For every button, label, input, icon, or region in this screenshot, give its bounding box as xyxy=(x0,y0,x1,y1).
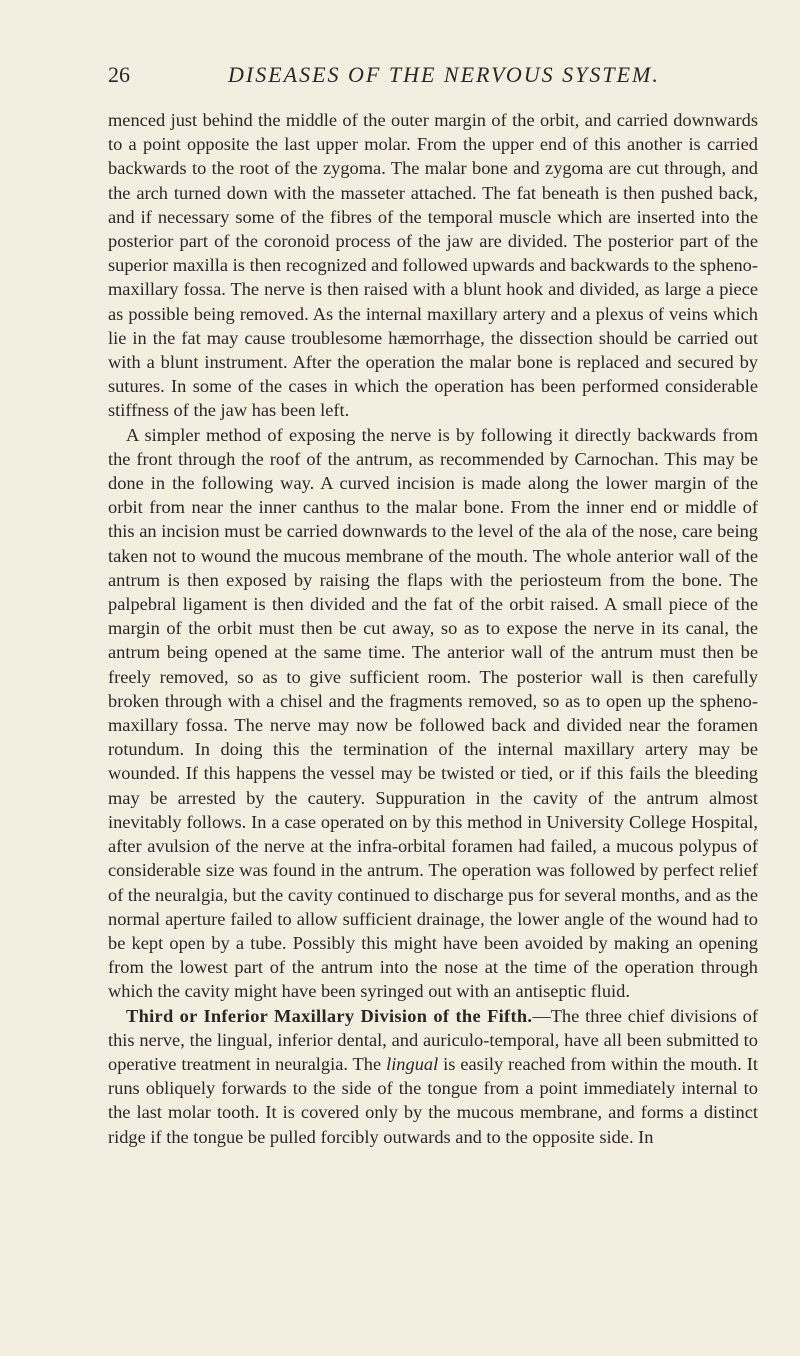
body-text xyxy=(108,108,758,1149)
page-header xyxy=(108,62,754,92)
section-heading: Third or Inferior Maxillary Division of the Fifth. xyxy=(126,1005,533,1026)
running-head: DISEASES OF THE NERVOUS SYSTEM. xyxy=(228,62,660,87)
paragraph-1: menced just behind the middle of the outer margin of the orbit, and carried downwards to a point opposite the last upper molar. From the upper end of this another is carried backwards to the root of the zygoma. The malar bone and zygoma are cut through, and the arch turned down with the masseter attached. The fat beneath is then pushed back, and if necessary some of the fibres of the temporal muscle which are inserted into the posterior part of the coronoid process of the jaw are divided. The posterior part of the superior maxilla is then recognized and followed upwards and backwards to the spheno-maxillary fossa. The nerve is then raised with a blunt hook and divided, as large a piece as possible being removed. As the internal maxillary artery and a plexus of veins which lie in the fat may cause troublesome hæmorrhage, the dissection should be carried out with a blunt instrument. After the operation the malar bone is replaced and secured by sutures. In some of the cases in which the operation has been performed considerable stiffness of the jaw has been left. xyxy=(108,110,758,421)
italic-term: lingual xyxy=(386,1053,439,1074)
paragraph-3-text-b: is easily reached from within the mouth. It runs obliquely forwards to the side of the tongue from a point immediately internal to the last molar tooth. It is covered only by the mucous membrane, and forms a distinct ridge if the tongue be pulled forcibly outwards and to the opposite side. In xyxy=(108,1053,758,1147)
paragraph-3-text-a: —The three chief divisions of this nerve, the lingual, inferior dental, and auriculo-temporal, have all been submitted to operative treatment in neuralgia. The xyxy=(108,1005,758,1074)
paragraph-2: A simpler method of exposing the nerve is by following it directly backwards from the front through the roof of the antrum, as recommended by Carnochan. This may be done in the following way. A curved incision is made along the lower margin of the orbit from near the inner canthus to the malar bone. From the inner end or middle of this an incision must be carried downwards to the level of the ala of the nose, care being taken not to wound the mucous membrane of the mouth. The whole anterior wall of the antrum is then exposed by raising the flaps with the periosteum from the bone. The palpebral ligament is then divided and the fat of the orbit raised. A small piece of the margin of the orbit must then be cut away, so as to expose the nerve in its canal, the antrum being opened at the same time. The anterior wall of the antrum must then be freely removed, so as to give sufficient room. The posterior wall is then carefully broken through with a chisel and the fragments removed, so as to open up the spheno-maxillary fossa. The nerve may now be followed back and divided near the foramen rotundum. In doing this the termination of the internal maxillary artery may be wounded. If this happens the vessel may be twisted or tied, or if this fails the bleeding may be arrested by the cautery. Suppuration in the cavity of the antrum almost inevitably follows. In a case operated on by this method in University College Hospital, after avulsion of the nerve at the infra-orbital foramen had failed, a mucous polypus of considerable size was found in the antrum. The operation was followed by perfect relief of the neuralgia, but the cavity continued to discharge pus for several months, and as the normal aperture failed to allow sufficient drainage, the lower angle of the wound had to be kept open by a tube. Possibly this might have been avoided by making an opening from the lowest part of the antrum into the nose at the time of the operation through which the cavity might have been syringed out with an antiseptic fluid. xyxy=(108,424,758,1002)
page-number: 26 xyxy=(108,62,130,87)
paragraph-3 xyxy=(108,1004,758,1149)
